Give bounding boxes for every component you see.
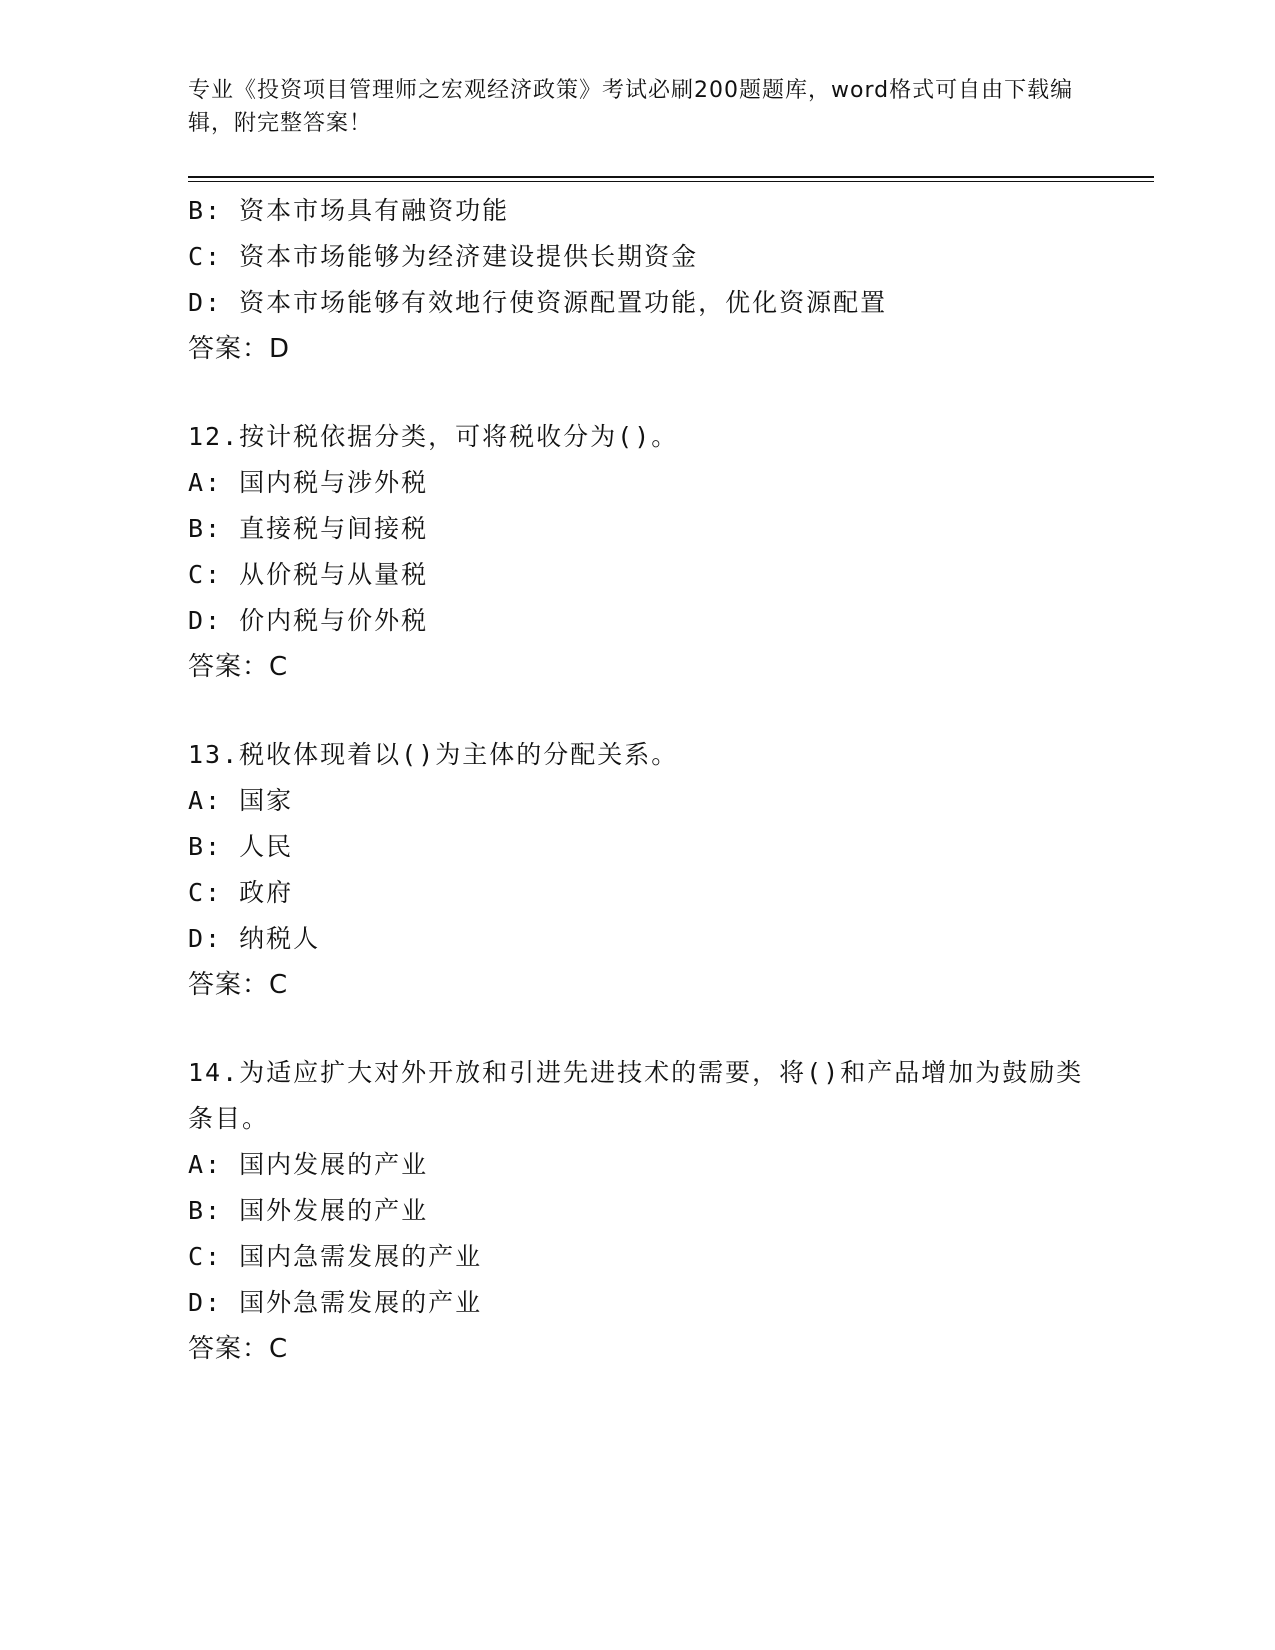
option-d: D: 国外急需发展的产业 (188, 1288, 483, 1317)
option-c: C: 从价税与从量税 (188, 560, 429, 589)
option-b: B: 资本市场具有融资功能 (188, 196, 510, 225)
option-b: B: 人民 (188, 832, 294, 861)
answer-line: 答案：C (188, 1334, 289, 1364)
spacer (188, 690, 1154, 732)
spacer (188, 372, 1154, 414)
answer-line: 答案：C (188, 652, 289, 682)
option-a: A: 国内发展的产业 (188, 1150, 429, 1179)
question-list (188, 188, 1154, 1372)
option-a: A: 国家 (188, 786, 294, 815)
option-a: A: 国内税与涉外税 (188, 468, 429, 497)
option-c: C: 政府 (188, 878, 294, 907)
document-header: 专业《投资项目管理师之宏观经济政策》考试必刷200题题库，word格式可自由下载编辑，附完整答案！ (188, 78, 1074, 136)
spacer (188, 1008, 1154, 1050)
question-stem: 14.为适应扩大对外开放和引进先进技术的需要，将()和产品增加为鼓励类条目。 (188, 1058, 1084, 1133)
answer-line: 答案：C (188, 970, 289, 1000)
option-c: C: 国内急需发展的产业 (188, 1242, 483, 1271)
option-b: B: 直接税与间接税 (188, 514, 429, 543)
question-stem: 13.税收体现着以()为主体的分配关系。 (188, 740, 679, 769)
header-rule-thick (188, 176, 1154, 178)
question-stem: 12.按计税依据分类，可将税收分为()。 (188, 422, 679, 451)
option-d: D: 价内税与价外税 (188, 606, 429, 635)
option-c: C: 资本市场能够为经济建设提供长期资金 (188, 242, 699, 271)
option-d: D: 资本市场能够有效地行使资源配置功能，优化资源配置 (188, 288, 888, 317)
option-b: B: 国外发展的产业 (188, 1196, 429, 1225)
header-rule-thin (188, 181, 1154, 182)
option-d: D: 纳税人 (188, 924, 321, 953)
answer-line: 答案：D (188, 334, 291, 364)
